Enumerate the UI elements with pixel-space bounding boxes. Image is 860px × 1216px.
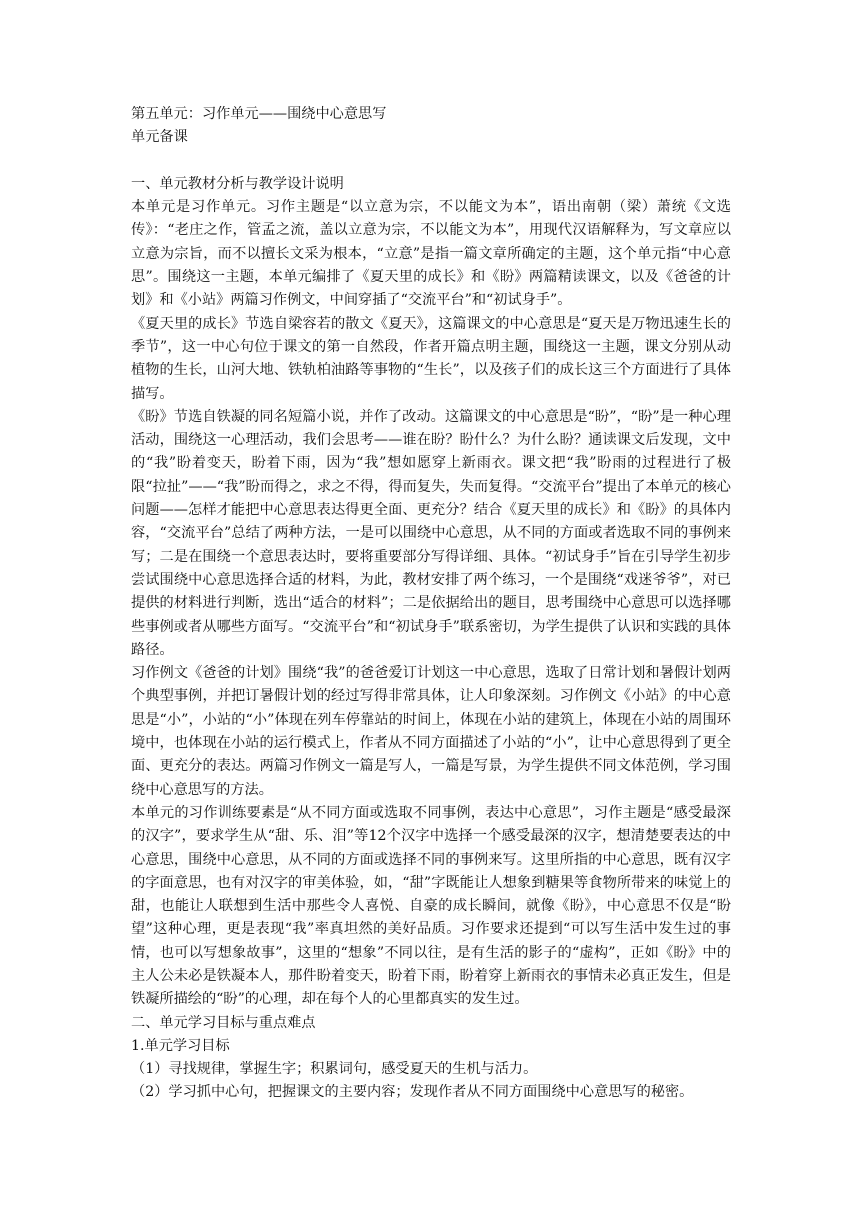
paragraph-pan: 《盼》节选自铁凝的同名短篇小说，并作了改动。这篇课文的中心意思是“盼”，“盼”是一种心理活动，围绕这一心理活动，我们会思考——谁在盼？盼什么？为什么盼？通读课文后发现，文中的“我”盼着变天，盼着下雨，因为“我”想如愿穿上新雨衣。课文把“我”盼雨的过程进行了极限“拉扯”——“我”盼而得之，求之不得，得而复失，失而复得。“交流平台”提出了本单元的核心问题——怎样才能把中心意思表达得更全面、更充分？结合《夏天里的成长》和《盼》的具体内容，“交流平台”总结了两种方法，一是可以围绕中心意思，从不同的方面或者选取不同的事例来写；二是在围绕一个意思表达时，要将重要部分写得详细、具体。“初试身手”旨在引导学生初步尝试围绕中心意思选择合适的材料，为此，教材安排了两个练习，一个是围绕“戏迷爷爷”，对已提供的材料进行判断，选出“适合的材料”；二是依据给出的题目，思考围绕中心意思可以选择哪些事例或者从哪些方面写。“交流平台”和“初试身手”联系密切，为学生提供了认识和实践的具体路径。 bbox=[131, 408, 731, 658]
document-page bbox=[131, 103, 731, 1105]
paragraph-writing-training: 本单元的习作训练要素是“从不同方面或选取不同事例，表达中心意思”，习作主题是“感受最深的汉字”，要求学生从“甜、乐、泪”等12个汉字中选择一个感受最深的汉字，想清楚要表达的中心意思，围绕中心意思，从不同的方面或选择不同的事例来写。这里所指的中心意思，既有汉字的字面意思，也有对汉字的审美体验，如，“甜”字既能让人想象到糖果等食物所带来的味觉上的甜，也能让人联想到生活中那些令人喜悦、自豪的成长瞬间，就像《盼》，中心意思不仅是“盼望”这种心理，更是表现“我”率真坦然的美好品质。习作要求还提到“可以写生活中发生过的事情，也可以写想象故事”，这里的“想象”不同以往，是有生活的影子的“虚构”，正如《盼》中的主人公未必是铁凝本人，那件盼着变天，盼着下雨，盼着穿上新雨衣的事情未必真正发生，但是铁凝所描绘的“盼”的心理，却在每个人的心里都真实的发生过。 bbox=[131, 804, 731, 1008]
section-heading-analysis: 一、单元教材分析与教学设计说明 bbox=[131, 175, 344, 192]
subsection-heading-goals: 1.单元学习目标 bbox=[131, 1037, 230, 1054]
paragraph-unit-overview: 本单元是习作单元。习作主题是“以立意为宗，不以能文为本”，语出南朝（梁）萧统《文选传》：“老庄之作，管孟之流，盖以立意为宗，不以能文为本”，用现代汉语解释为，写文章应以立意为宗旨，而不以擅长文采为根本，“立意”是指一篇文章所确定的主题，这个单元指“中心意思”。围绕这一主题，本单元编排了《夏天里的成长》和《盼》两篇精读课文，以及《爸爸的计划》和《小站》两篇习作例文，中间穿插了“交流平台”和“初试身手”。 bbox=[131, 199, 731, 309]
goal-item-1: （1）寻找规律，掌握生字；积累词句，感受夏天的生机与活力。 bbox=[131, 1061, 538, 1078]
document-subtitle: 单元备课 bbox=[131, 129, 188, 146]
paragraph-example-essays: 习作例文《爸爸的计划》围绕“我”的爸爸爱订计划这一中心意思，选取了日常计划和暑假计划两个典型事例，并把订暑假计划的经过写得非常具体，让人印象深刻。习作例文《小站》的中心意思是“小”，小站的“小”体现在列车停靠站的时间上，体现在小站的建筑上，体现在小站的周围环境中，也体现在小站的运行模式上，作者从不同方面描述了小站的“小”，让中心意思得到了更全面、更充分的表达。两篇习作例文一篇是写人，一篇是写景，为学生提供不同文体范例，学习围绕中心意思写的方法。 bbox=[131, 665, 731, 798]
blank-line bbox=[131, 150, 731, 173]
paragraph-summer-growth: 《夏天里的成长》节选自梁容若的散文《夏天》，这篇课文的中心意思是“夏天是万物迅速生长的季节”，这一中心句位于课文的第一自然段，作者开篇点明主题，围绕这一主题，课文分别从动植物的生长，山河大地、铁轨柏油路等事物的“生长”，以及孩子们的成长这三个方面进行了具体描写。 bbox=[131, 315, 731, 402]
section-heading-goals: 二、单元学习目标与重点难点 bbox=[131, 1014, 316, 1031]
document-title: 第五单元：习作单元——围绕中心意思写 bbox=[131, 106, 387, 122]
goal-item-2: （2）学习抓中心句，把握课文的主要内容；发现作者从不同方面围绕中心意思写的秘密。 bbox=[131, 1084, 694, 1101]
